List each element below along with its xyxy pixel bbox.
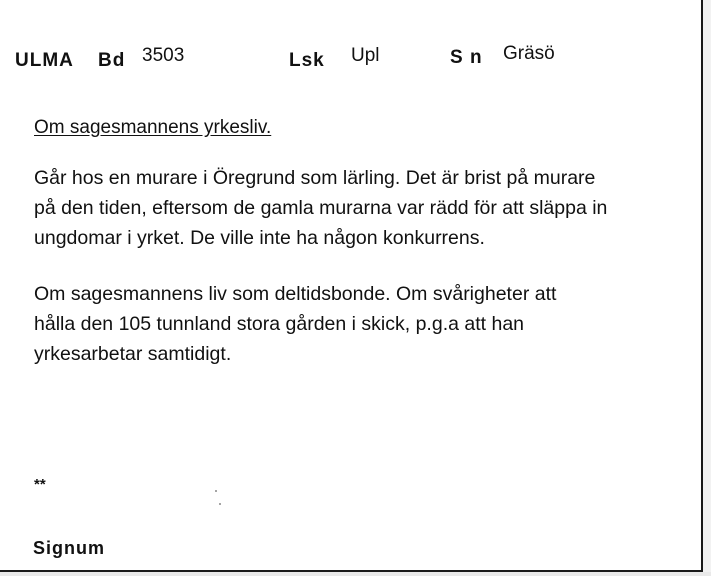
paragraph-line: Om sagesmannens liv som deltidsbonde. Om svårigheter att	[34, 283, 557, 305]
province-value: Upl	[351, 45, 380, 66]
parish-value: Gräsö	[503, 43, 555, 64]
paragraph-work-life	[34, 163, 704, 253]
parish-label: S n	[450, 47, 483, 68]
paper-speck	[219, 503, 221, 505]
scan-edge-right	[703, 0, 711, 576]
paragraph-line: ungdomar i yrket. De ville inte ha någon konkurrens.	[34, 227, 485, 249]
province-label: Lsk	[289, 50, 325, 71]
volume-value: 3503	[142, 45, 185, 66]
paragraph-line: yrkesarbetar samtidigt.	[34, 343, 232, 365]
scan-edge-bottom	[0, 572, 711, 576]
archive-label: ULMA	[15, 50, 74, 71]
section-title: Om sagesmannens yrkesliv.	[34, 117, 272, 138]
volume-label: Bd	[98, 50, 126, 71]
paragraph-line: Går hos en murare i Öregrund som lärling. Det är brist på murare	[34, 167, 596, 189]
paragraph-line: på den tiden, eftersom de gamla murarna var rädd för att släppa in	[34, 197, 608, 219]
paper-speck	[215, 490, 217, 492]
paragraph-line: hålla den 105 tunnland stora gården i skick, p.g.a att han	[34, 313, 525, 335]
paragraph-farming-life	[34, 279, 704, 369]
footnote-stars: **	[34, 476, 46, 493]
signature-label: Signum	[33, 538, 105, 558]
